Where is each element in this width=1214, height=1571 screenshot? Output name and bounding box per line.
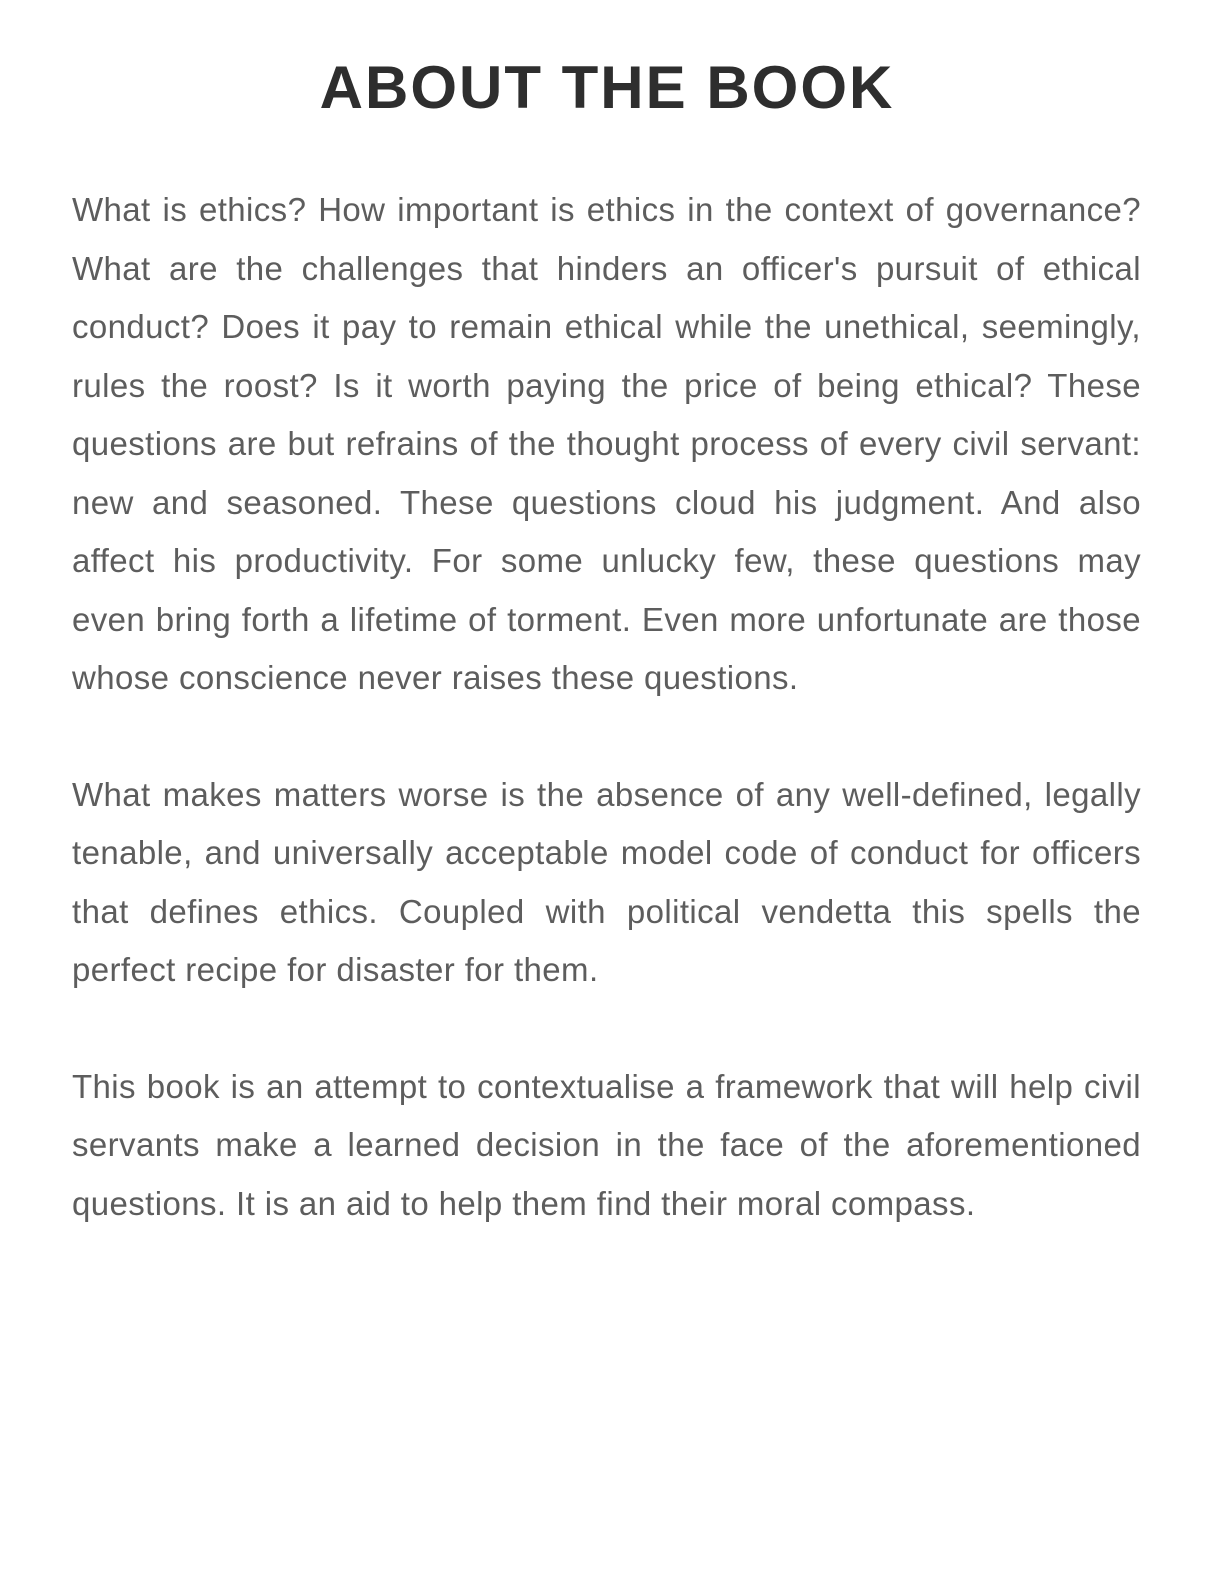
about-paragraph-1: What is ethics? How important is ethics in the context of governance? What are the challenges that hinders an officer's pursuit of ethical conduct? Does it pay to remain ethical while the unethical, seemingly, rules the roost? Is it worth paying the price of being ethical? These questions are but refrains of the thought process of every civil servant: new and seasoned. These questions cloud his judgment. And also affect his productivity. For some unlucky few, these questions may even bring forth a lifetime of torment. Even more unfortunate are those whose conscience never raises these questions. [72,191,1141,696]
about-paragraph-3: This book is an attempt to contextualise a framework that will help civil servants make a learned decision in the face of the aforementioned questions. It is an aid to help them find their moral compass. [72,1067,1141,1222]
about-text-block [72,181,1141,1233]
page-title: ABOUT THE BOOK [319,54,895,121]
about-paragraph-2: What makes matters worse is the absence of any well-defined, legally tenable, and universally acceptable model code of conduct for officers that defines ethics. Coupled with political vendetta this spells the perfect recipe for disaster for them. [72,775,1141,988]
